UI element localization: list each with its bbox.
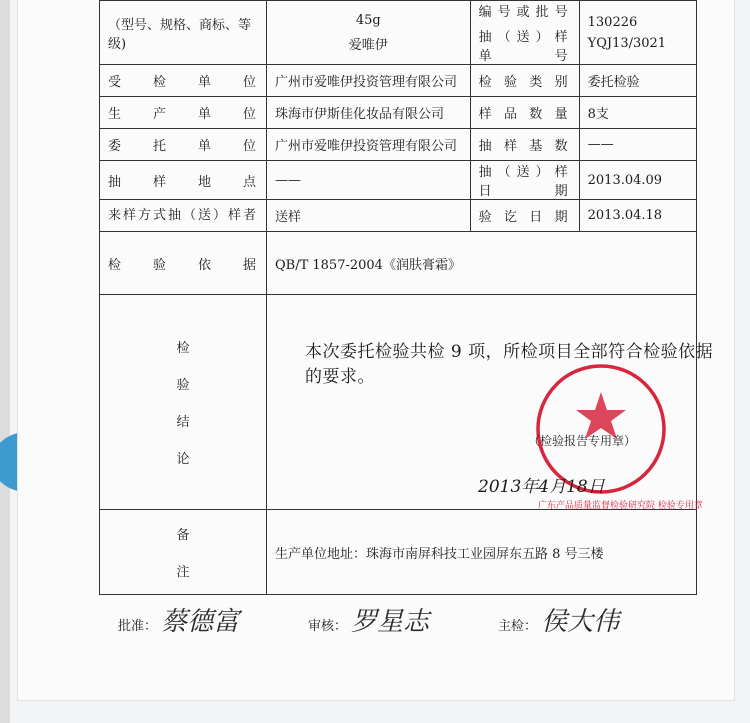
row-label: 委托单位 xyxy=(100,129,267,161)
label-char: 结 xyxy=(176,415,190,430)
scan-edge xyxy=(0,0,10,723)
review-block xyxy=(308,601,429,638)
code-value-cell xyxy=(579,1,696,65)
row-value2: 2013.04.09 xyxy=(579,161,696,200)
row-value: 珠海市伊斯佳化妆品有限公司 xyxy=(267,97,471,129)
row-label2: 抽（送）样日期 xyxy=(470,161,579,200)
basis-label: 检验依据 xyxy=(100,232,267,295)
label-char: 论 xyxy=(176,452,190,467)
inspect-block xyxy=(498,601,619,638)
row-label2: 验讫日期 xyxy=(470,200,579,232)
code-value: 130226 xyxy=(587,14,638,30)
remarks-label xyxy=(100,510,267,595)
table-row xyxy=(100,129,697,161)
row-value2: 委托检验 xyxy=(579,65,696,97)
sample-no-label: 抽（送）样单号 xyxy=(478,30,571,64)
inspect-signature: 侯大伟 xyxy=(541,607,620,637)
table-row xyxy=(100,161,697,200)
remarks-row xyxy=(100,510,697,595)
spec-label: （型号、规格、商标、等级) xyxy=(100,1,267,65)
row-label2: 检验类别 xyxy=(470,65,579,97)
row-value2: 8支 xyxy=(579,97,696,129)
approve-block xyxy=(118,601,239,638)
row-label2: 样品数量 xyxy=(470,97,579,129)
row-value: 送样 xyxy=(267,200,471,232)
table-row xyxy=(100,97,697,129)
row-value2: 2013.04.18 xyxy=(579,200,696,232)
row-label: 来样方式抽（送）样者 xyxy=(100,200,267,232)
row-value: 广州市爱唯伊投资管理有限公司 xyxy=(267,65,471,97)
spec-value xyxy=(267,1,471,65)
label-char: 验 xyxy=(176,378,190,393)
sample-no-value: YQJ13/3021 xyxy=(587,35,667,51)
row-value: 广州市爱唯伊投资管理有限公司 xyxy=(267,129,471,161)
remarks-text: 生产单位地址：珠海市南屏科技工业园屏东五路 8 号三楼 xyxy=(267,510,697,595)
review-signature: 罗星志 xyxy=(351,607,430,637)
stamp-text: 广东产品质量监督检验研究院 检验专用章 xyxy=(538,501,703,511)
stamp-caption: （检验报告专用章） xyxy=(528,434,637,448)
row-value2: —— xyxy=(579,129,696,161)
report-page xyxy=(18,0,734,700)
approve-signature: 蔡德富 xyxy=(161,607,240,637)
conclusion-text: 本次委托检验共检 9 项，所检项目全部符合检验依据的要求。 xyxy=(305,342,714,387)
row-label: 抽样地点 xyxy=(100,161,267,200)
brand: 爱唯伊 xyxy=(348,37,388,53)
label-char: 备 xyxy=(176,528,190,543)
label-char: 注 xyxy=(176,565,190,580)
conclusion-label xyxy=(100,295,267,510)
row-label: 生产单位 xyxy=(100,97,267,129)
label-char: 检 xyxy=(176,341,190,356)
basis-row xyxy=(100,232,697,295)
approve-label: 批准： xyxy=(118,619,158,634)
review-label: 审核： xyxy=(308,619,348,634)
row-value: —— xyxy=(267,161,471,200)
row-label2: 抽样基数 xyxy=(470,129,579,161)
code-cell xyxy=(470,1,579,65)
table-row xyxy=(100,200,697,232)
conclusion-date: 2013年4月18日 xyxy=(478,477,605,497)
basis-value: QB/T 1857-2004《润肤膏霜》 xyxy=(267,232,697,295)
code-label: 编号或批号 xyxy=(478,5,571,20)
row-label: 受检单位 xyxy=(100,65,267,97)
table-row xyxy=(100,65,697,97)
spec: 45g xyxy=(355,12,381,28)
inspect-label: 主检： xyxy=(498,619,538,634)
